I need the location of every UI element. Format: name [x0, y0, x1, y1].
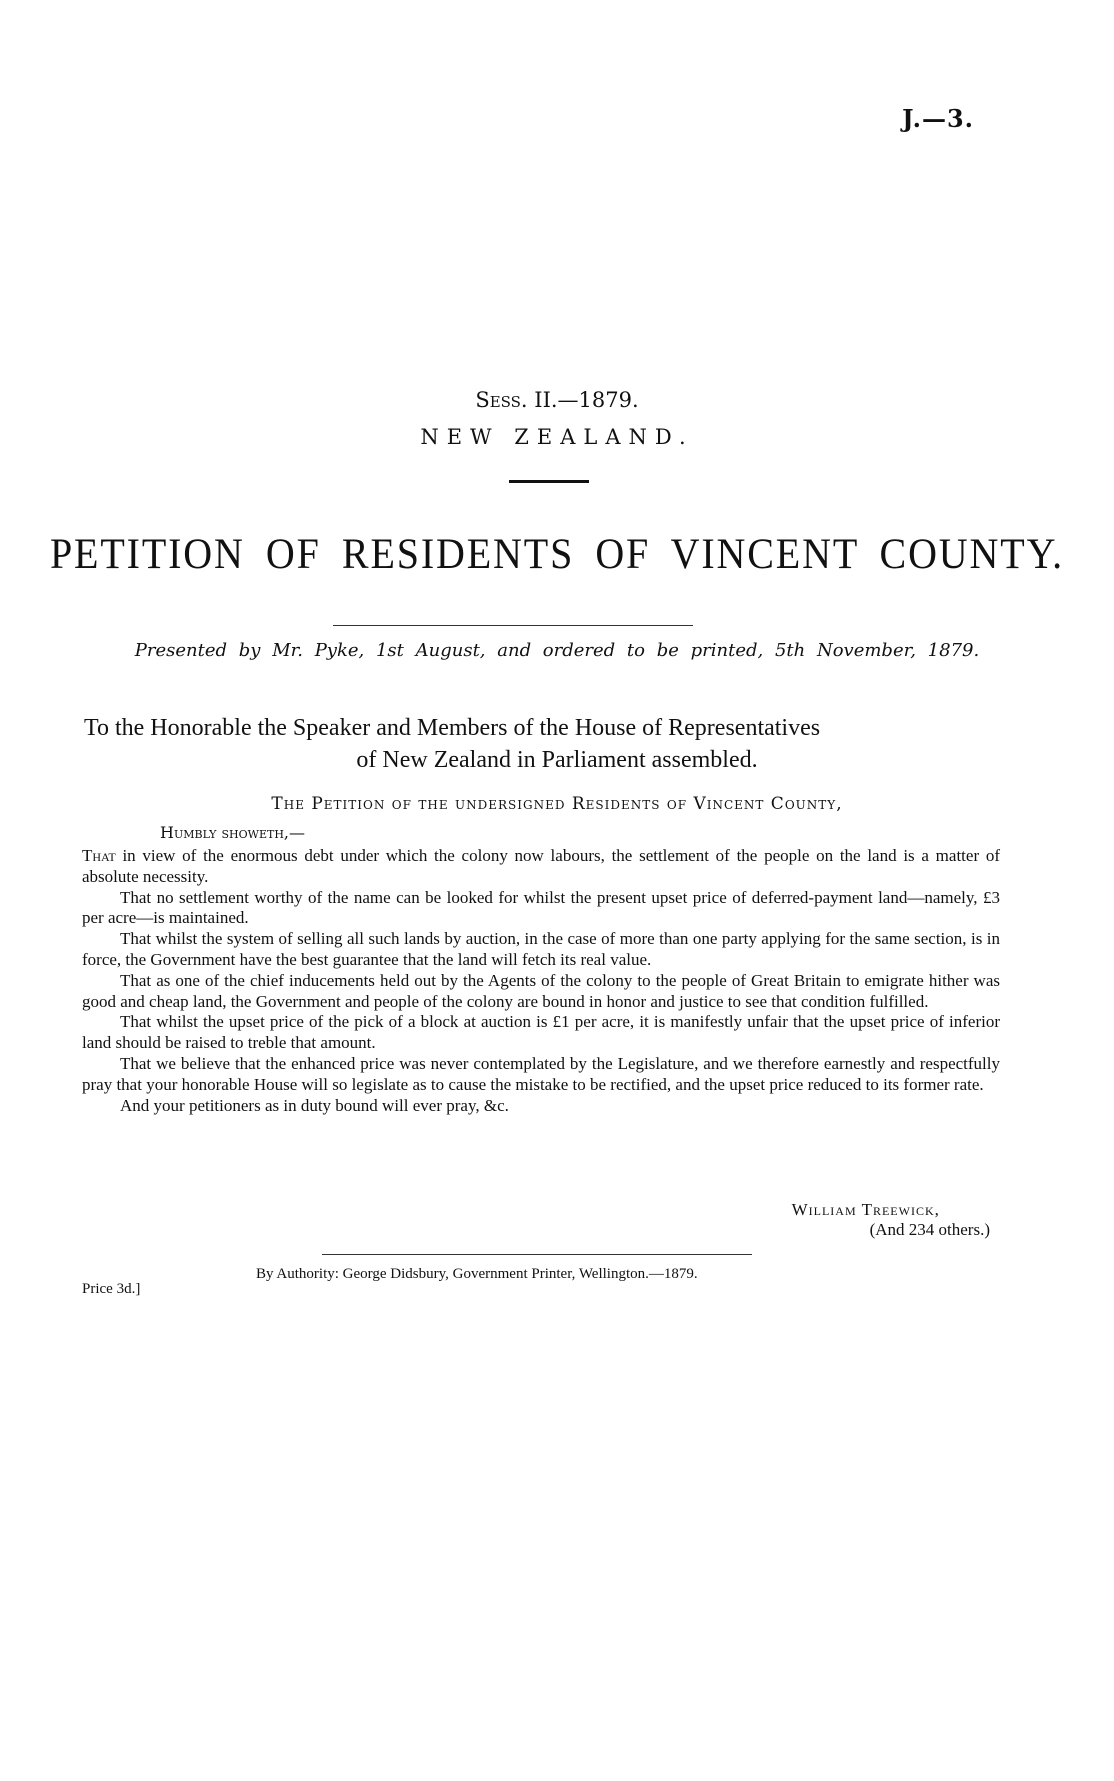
petition-header: The Petition of the undersigned Residents of Vincent County,	[271, 794, 843, 814]
signature-block	[792, 1200, 990, 1240]
paragraph-text: in view of the enormous debt under which the colony now labours, the settlement of the people on the land is a matter of absolute necessity.	[82, 846, 1000, 886]
address-line-2: of New Zealand in Parliament assembled.	[356, 747, 758, 773]
paragraph: And your petitioners as in duty bound will ever pray, &c.	[120, 1095, 509, 1115]
paragraph: That whilst the system of selling all such lands by auction, in the case of more than one party applying for the same section, is in force, the Government have the best guarantee that the land will fetch its real value.	[82, 929, 1000, 969]
paragraph: That no settlement worthy of the name can be looked for whilst the present upset price of deferred-payment land—namely, £3 per acre—is maintained.	[82, 887, 1000, 928]
price-label: Price 3d.]	[82, 1281, 141, 1297]
presented-line: Presented by Mr. Pyke, 1st August, and ordered to be printed, 5th November, 1879.	[134, 640, 980, 661]
humbly-showeth: Humbly showeth,—	[160, 823, 306, 842]
paragraph: That we believe that the enhanced price was never contemplated by the Legislature, and we therefore earnestly and respectfully pray that your honorable House will so legislate as to cause the mistake to be rectified, and the upset price reduced to its former rate.	[82, 1053, 1000, 1094]
paragraph	[82, 846, 1000, 888]
divider-rule	[509, 480, 589, 483]
signatory-others: (And 234 others.)	[869, 1220, 990, 1239]
printer-authority: By Authority: George Didsbury, Government Printer, Wellington.—1879.	[256, 1266, 698, 1282]
petition-body	[82, 846, 1000, 1116]
paragraph: That whilst the upset price of the pick of a block at auction is £1 per acre, it is manifestly unfair that the upset price of inferior land should be raised to treble that amount.	[82, 1012, 1000, 1053]
address-line-1: To the Honorable the Speaker and Members of the House of Representatives	[84, 715, 821, 741]
paragraph-lead: That	[82, 846, 116, 865]
paragraph: That as one of the chief inducements held out by the Agents of the colony to the people of Great Britain to emigrate hither was good and cheap land, the Government and people of the colony are bound in honor and justice to see that condition fulfilled.	[82, 970, 1000, 1011]
country-label: NEW ZEALAND.	[420, 425, 694, 449]
signatory-name: William Treewick,	[791, 1200, 940, 1219]
session-label: Sess. II.—1879.	[475, 388, 639, 412]
document-reference: J.—3.	[902, 104, 974, 133]
divider-rule	[322, 1254, 752, 1255]
page-title: PETITION OF RESIDENTS OF VINCENT COUNTY.	[49, 531, 1065, 578]
divider-rule	[333, 625, 693, 626]
